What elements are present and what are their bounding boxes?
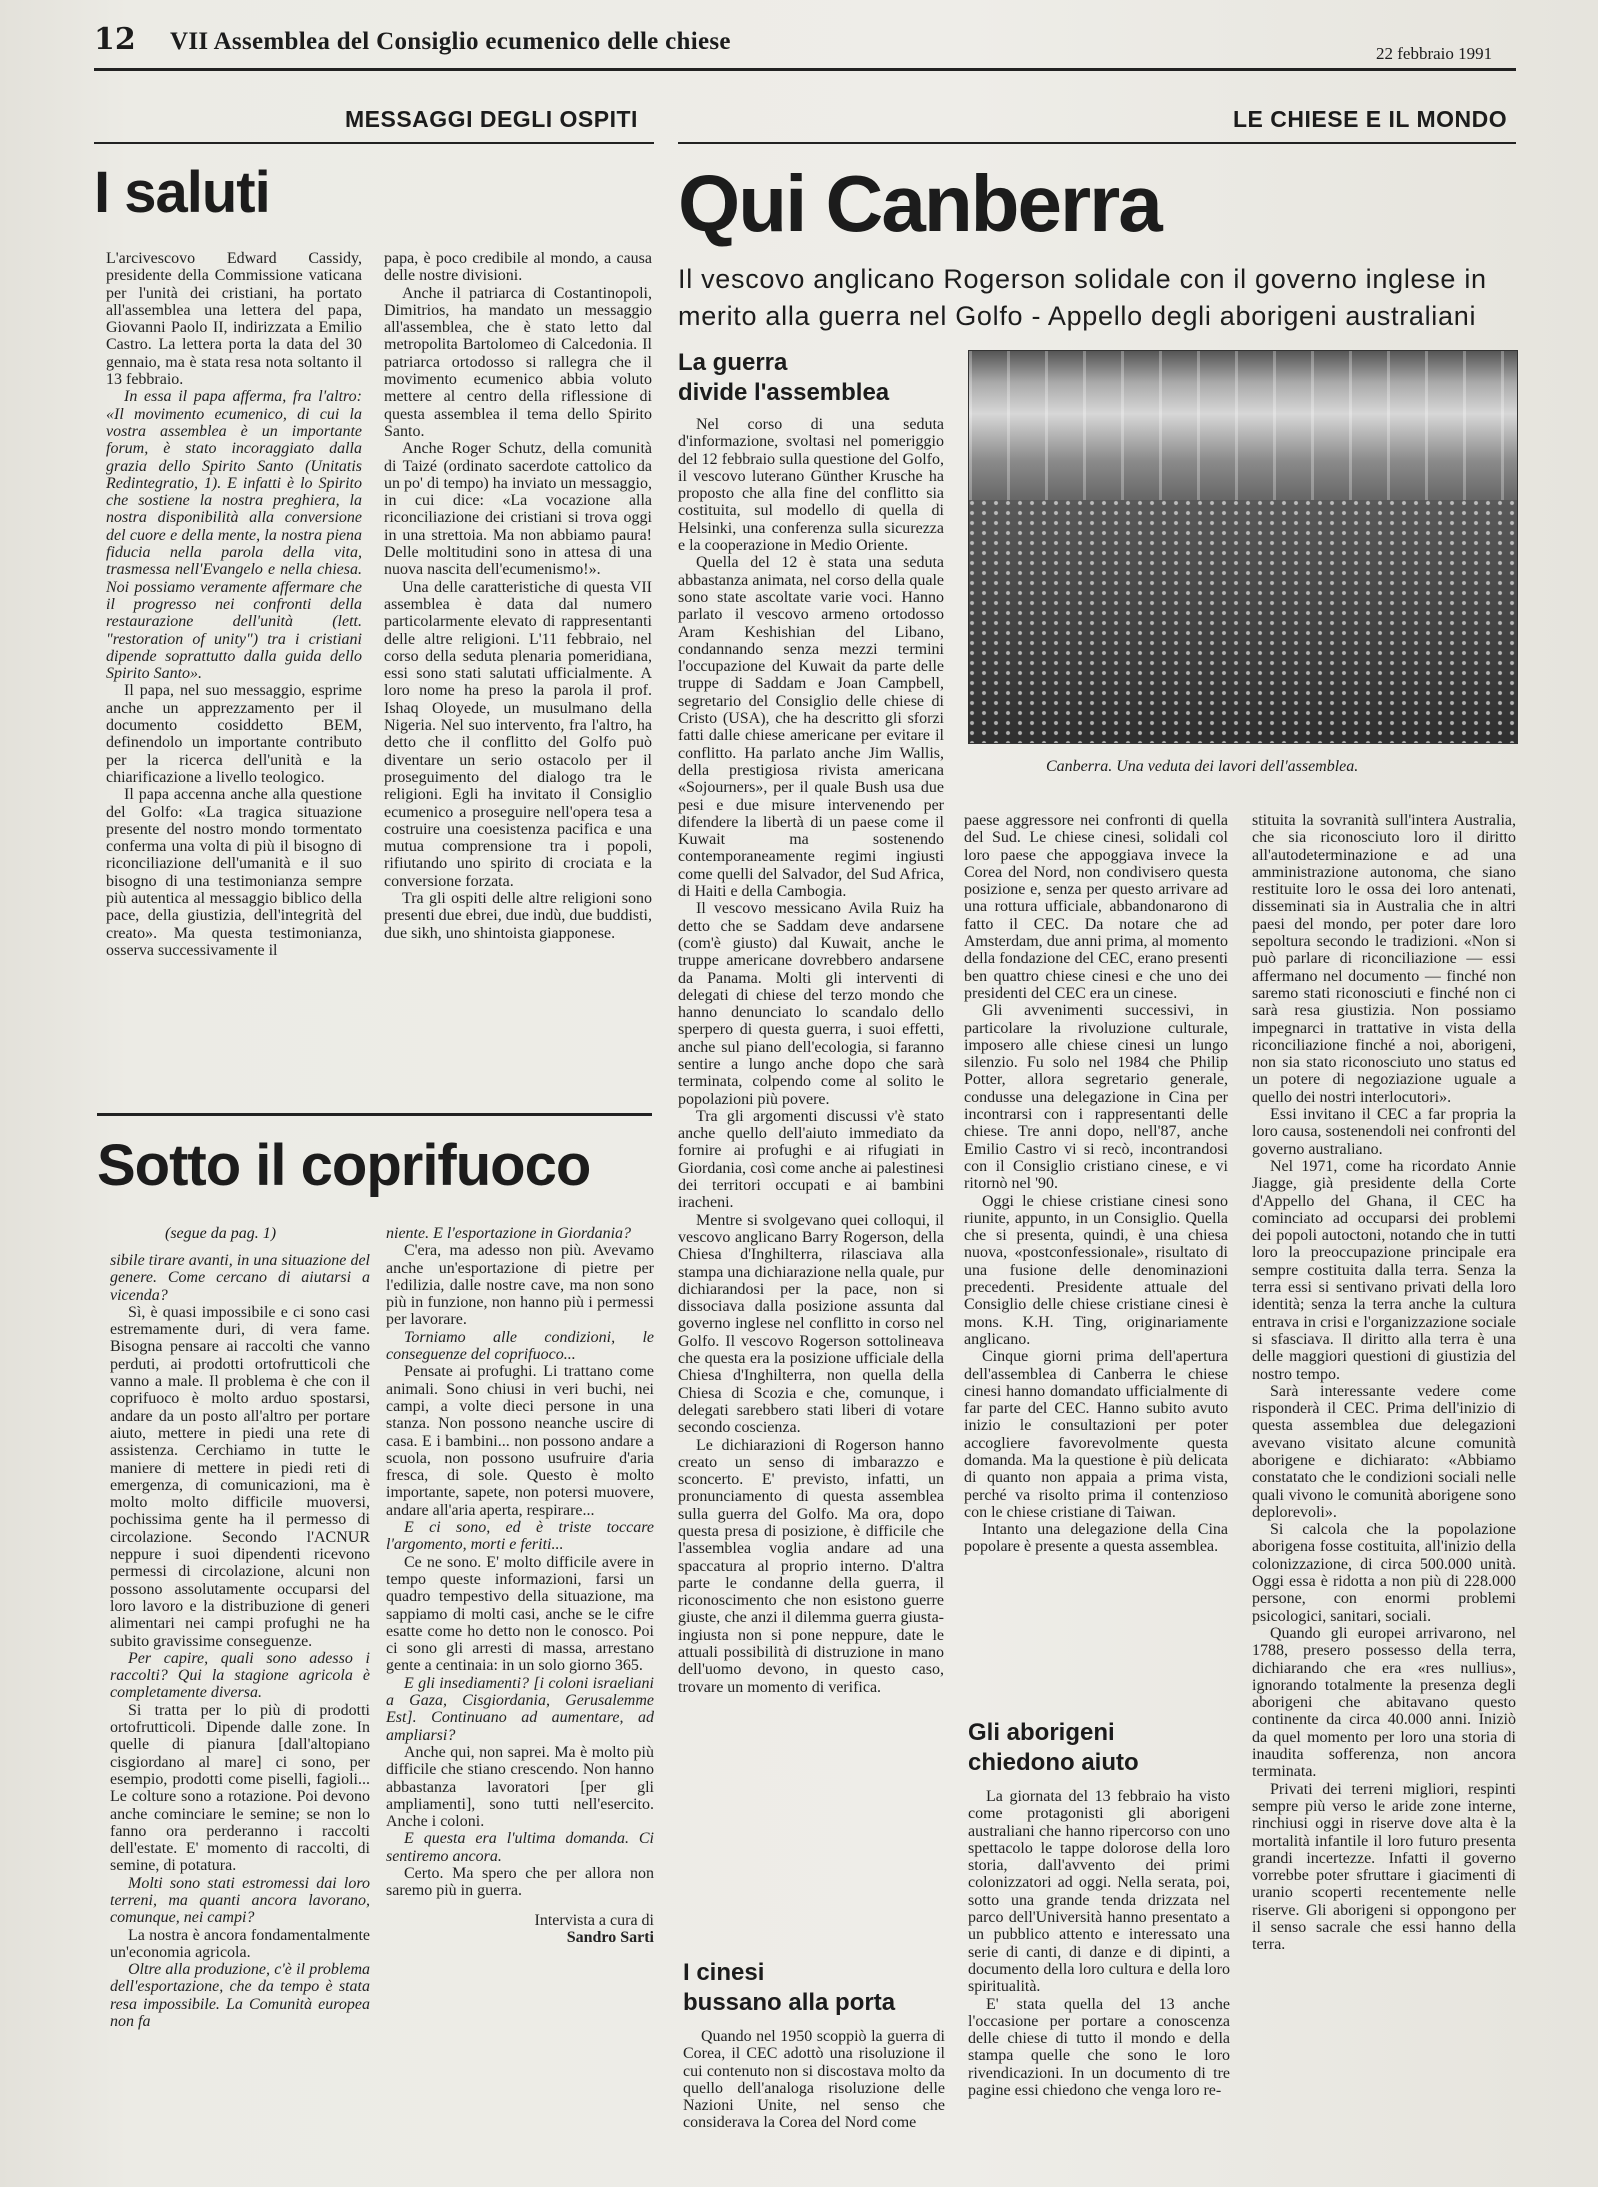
paragraph: E' stata quella del 13 anche l'occasione per portare a conoscenza delle chiese di tutto il mondo e della stampa quelle che sono le loro rivendicazioni. In un documento di tre pagine essi chiedono che venga loro re-: [968, 1995, 1230, 2100]
paragraph: Una delle caratteristiche di questa VII assemblea è data dal numero particolarmente elevato di rappresentanti delle altre religioni. L'11 febbraio, nel corso della seduta plenaria pomeridiana, essi sono stati salutati ufficialmente. A loro nome ha preso la parola il prof. Ishaq Oloyede, un musulmano della Nigeria. Nel suo intervento, fra l'altro, ha detto che il conflitto del Golfo può diventare un serio ostacolo per il proseguimento del dialogo tra le religioni. Egli ha invitato il Consiglio ecumenico a proseguire nell'opera tesa a costruire una coesistenza pacifica e una mutua comprensione tra i popoli, rifiutando uno spirito di crociata e la conversione forzata.: [384, 578, 652, 890]
subhead-guerra-2: divide l'assemblea: [678, 379, 890, 406]
paragraph: In essa il papa afferma, fra l'altro: «Il movimento ecumenico, di cui la vostra assemblea è un importante forum, è stato incoraggiato dalla grazia dello Spirito Santo (Unitatis Redintegratio, 1). E infatti è lo Spirito che sostiene la nostra preghiera, la nostra disponibilità alla conversione del cuore e della mente, la nostra piena fiducia nella parola della vita, trasmessa nell'Evangelo e nella chiesa. Noi possiamo veramente affermare che il progresso nei confronti della restaurazione dell'unità (lett. "restoration of unity") tra i cristiani dipende soprattutto dalla guida dello Spirito Santo».: [106, 388, 362, 683]
answer: Pensate ai profughi. Li trattano come animali. Sono chiusi in veri buchi, nei campi, a volte dieci persone in una stanza. Non possono neanche uscire di casa. E i bambini... non possono andare a scuola, non possono usufruire d'aria fresca, di sole. Questo è molto importante, sapete, non potersi muovere, andare all'aria aperta, respirare...: [386, 1363, 654, 1519]
question: Per capire, quali sono adesso i raccolti? Qui la stagione agricola è completamente diversa.: [110, 1649, 370, 1702]
subhead-cinesi-1: I cinesi: [683, 1959, 765, 1986]
paragraph: Quando nel 1950 scoppiò la guerra di Corea, il CEC adottò una risoluzione il cui contenuto non si discostava molto da quello dell'analoga risoluzione delle Nazioni Unite, nel senso che considerava la Corea del Nord come: [683, 2028, 945, 2132]
answer: C'era, ma adesso non più. Avevamo anche un'esportazione di pietre per l'edilizia, dalle nostre cave, ma non sono più in funzione, non hanno più i permessi per lavorare.: [386, 1242, 654, 1329]
paragraph: papa, è poco credibile al mondo, a causa delle nostre divisioni.: [384, 250, 652, 285]
paragraph: Tra gli ospiti delle altre religioni sono presenti due ebrei, due indù, due buddisti, due sikh, uno shintoista giapponese.: [384, 889, 652, 942]
headline-coprifuoco: Sotto il coprifuoco: [97, 1133, 591, 1198]
section-label-right: LE CHIESE E IL MONDO: [1233, 106, 1508, 132]
photo-caption: Canberra. Una veduta dei lavori dell'assemblea.: [1046, 758, 1359, 775]
paragraph: La giornata del 13 febbraio ha visto come protagonisti gli aborigeni australiani che hanno ripercorso con uno spettacolo le tappe dolorose della loro storia, dall'avvento dei primi colonizzatori ad oggi. Nella serata, poi, sotto una grande tenda drizzata nel parco dell'Università hanno presentato a un pubblico attento e interessato una serie di canti, di danze e di dipinti, a documento della loro cultura e della loro spiritualità.: [968, 1788, 1230, 1996]
question: sibile tirare avanti, in una situazione del genere. Come cercano di aiutarsi a vicenda?: [110, 1252, 370, 1304]
question: Molti sono stati estromessi dai loro terreni, ma quanti ancora lavorano, comunque, nei campi?: [110, 1874, 370, 1927]
deck-line-1: Il vescovo anglicano Rogerson solidale con il governo inglese in: [678, 264, 1487, 294]
page-header-title: VII Assemblea del Consiglio ecumenico delle chiese: [170, 28, 731, 55]
answer: Si tratta per lo più di prodotti ortofrutticoli. Dipende dalle zone. In quelle di pianura [dall'altopiano cisgiordano al mare] ci sono, per esempio, prodotti come piselli, fagioli... Le colture sono a rotazione. Poi devono anche cominciare le semine; se non lo fanno ora perderanno i raccolti dell'estate. E' momento di raccolti, di semine, di potatura.: [110, 1701, 370, 1875]
issue-date: 22 febbraio 1991: [1376, 44, 1493, 63]
paragraph: Essi invitano il CEC a far propria la loro causa, sostenendoli nei confronti del governo australiano.: [1252, 1106, 1516, 1158]
paragraph: stituita la sovranità sull'intera Australia, che sia riconosciuto loro il diritto all'autodeterminazione e ad una amministrazione autonoma, che siano restituite loro le ossa dei loro antenati, disseminati sia in Australia che in altri paesi del mondo, per poter dare loro sepoltura secondo le tradizioni. «Non si può parlare di riconciliazione — essi affermano nel documento — finché non saremo stati riconosciuti e finché non ci sarà resa giustizia. Non possiamo impegnarci in trattative in vista della riconciliazione finché a noi, aborigeni, non sia stato riconosciuto uno status ed un potere di negoziazione uguale a quello dei nostri interlocutori».: [1252, 812, 1516, 1106]
paragraph: Il papa, nel suo messaggio, esprime anche un apprezzamento per il documento cosiddetto BEM, definendolo un importante contributo per la ricerca dell'unità e la chiarificazione a livello teologico.: [106, 682, 362, 786]
paragraph: Oggi le chiese cristiane cinesi sono riunite, appunto, in un Consiglio. Quella che si presenta, quindi, è una chiesa nuova, «postconfessionale», risultato di una fusione delle denominazioni precedenti. Presidente attuale del Consiglio delle chiese cristiane cinesi è mons. K.H. Ting, originariamente anglicano.: [964, 1192, 1228, 1348]
paragraph: Nel corso di una seduta d'informazione, svoltasi nel pomeriggio del 12 febbraio sulla questione del Golfo, il vescovo luterano Günther Krusche ha proposto che alla fine del conflitto sia costituita, sul modello di quella di Helsinki, una conferenza sulla sicurezza e la cooperazione in Medio Oriente.: [678, 416, 944, 555]
page-number: 12: [94, 22, 136, 57]
paragraph: Privati dei terreni migliori, respinti sempre più verso le aride zone interne, rinchiusi oggi in riserve dove alta è la mortalità infantile il loro futuro presenta grandi incertezze. Infatti il governo vorrebbe poter sfruttare i giacimenti di uranio scoperti recentemente nelle riserve. Gli aborigeni si oppongono per il senso sacrale che essi hanno della terra.: [1252, 1780, 1516, 1954]
paragraph: Il papa accenna anche alla questione del Golfo: «La tragica situazione presente del nostro mondo tormentato conferma una volta di più il bisogno di riconciliazione dell'umanità e il suo bisogno di una testimonianza sempre più autentica al messaggio biblico della pace, della giustizia, dell'integrità del creato». Ma questa testimonianza, osserva successivamente il: [106, 786, 362, 959]
continued-note: (segue da pag. 1): [165, 1225, 277, 1242]
subhead-aborigeni-1: Gli aborigeni: [968, 1719, 1115, 1746]
deck-line-2: merito alla guerra nel Golfo - Appello degli aborigeni australiani: [678, 301, 1477, 331]
interview-column-1: [110, 1252, 370, 2030]
paragraph: Cinque giorni prima dell'apertura dell'assemblea di Canberra le chiese cinesi hanno domandato ufficialmente di far parte del CEC. Hanno subito avuto inizio le consultazioni per poter accogliere favorevolmente questa domanda. Ma la questione è più delicata di quanto non appaia a prima vista, perché va risolto prima il contenzioso con le chiese cristiane di Taiwan.: [964, 1348, 1228, 1521]
paragraph: paese aggressore nei confronti di quella del Sud. Le chiese cinesi, solidali col loro paese che appoggiava invece la Corea del Nord, non condivisero questa posizione e, senza per questo arrivare ad una rottura ufficiale, abbandonarono di fatto il CEC. Da notare che ad Amsterdam, due anni prima, al momento della fondazione del CEC, erano presenti ben quattro chiese cinesi e che uno dei presidenti del CEC era un cinese.: [964, 812, 1228, 1002]
article-divider: [97, 1113, 652, 1116]
canberra-column-3: [1252, 812, 1516, 1954]
subhead-aborigeni-2: chiedono aiuto: [968, 1749, 1139, 1776]
paragraph: Sarà interessante vedere come risponderà il CEC. Prima dell'inizio di questa assemblea due delegazioni avevano visitato alcune comunità aborigene e dichiarato: «Abbiamo constatato che le condizioni sociali nelle quali vivono le comunità aborigene sono deplorevoli».: [1252, 1382, 1516, 1521]
byline-label: Intervista a cura di: [534, 1911, 654, 1929]
answer: Certo. Ma spero che per allora non saremo più in guerra.: [386, 1864, 654, 1900]
answer: Sì, è quasi impossibile e ci sono casi estremamente duri, di vera fame. Bisogna pensare ai raccolti che vanno perduti, ai prodotti ortofrutticoli che vanno a male. Il problema è che con il coprifuoco è molto arduo spostarsi, andare da un posto all'altro per portare aiuto, mettere in piedi una rete di assistenza. Cerchiamo in tutte le maniere di mettere in piedi reti di emergenza, di comunicazioni, ma è molto molto difficile muoversi, pochissima gente ha il permesso di circolazione. Secondo l'ACNUR neppure i suoi dipendenti ricevono permessi di circolazione, alcuni non possono assolutamente occuparsi del loro lavoro e la distribuzione di generi alimentari nei campi profughi ne ha subito gravissime conseguenze.: [110, 1303, 370, 1650]
paragraph: Quella del 12 è stata una seduta abbastanza animata, nel corso della quale sono state ascoltate varie voci. Hanno parlato il vescovo armeno ortodosso Aram Keshishian del Libano, condannando senza mezzi termini l'occupazione del Kuwait da parte delle truppe di Saddam e Joan Campbell, segretario del Consiglio delle chiese di Cristo (USA), che ha descritto gli sforzi fatti dalle chiese americane per evitare il conflitto. Ha parlato anche Jim Wallis, della prestigiosa rivista americana «Sojourners», per il quale Bush usa due pesi e due misure intervenendo per difendere la libertà di un paese come il Kuwait ma sostenendo contemporaneamente regimi ingiusti come quelli del Salvador, del Sud Africa, di Haiti e della Cambogia.: [678, 554, 944, 901]
paragraph: Anche il patriarca di Costantinopoli, Dimitrios, ha mandato un messaggio all'assemblea, che è stato letto dal metropolita Bartolomeo di Calcedonia. Il patriarca ortodosso si rallegra che il movimento ecumenico abbia voluto mettere al centro della riflessione di questa assemblea il tema dello Spirito Santo.: [384, 284, 652, 440]
paragraph: Si calcola che la popolazione aborigena fosse costituita, all'inizio della colonizzazione, di circa 500.000 unità. Oggi essa è ridotta a non più di 228.000 persone, con enormi problemi psicologici, sanitari, sociali.: [1252, 1521, 1516, 1625]
question: E questa era l'ultima domanda. Ci sentiremo ancora.: [386, 1830, 654, 1865]
paragraph: Nel 1971, come ha ricordato Annie Jiagge, già presidente della Corte d'Appello del Ghana, il CEC ha cominciato ad occuparsi dei problemi dei popoli autoctoni, notando che in tutti loro la preoccupazione principale era sempre costituita dalla terra. Senza la terra essi si sentivano privati della loro identità; senza la terra anche la cultura entrava in crisi e l'organizzazione sociale si sfasciava. Il diritto alla terra è una delle maggiori questioni di giustizia del nostro tempo.: [1252, 1157, 1516, 1383]
paragraph: Gli avvenimenti successivi, in particolare la rivoluzione culturale, imposero alle chiese cinesi un lungo silenzio. Fu solo nel 1984 che Philip Potter, allora segretario generale, condusse una delegazione in Cina per incontrarsi con i rappresentanti delle chiese. Tre anni dopo, nell'87, anche Emilio Castro vi si recò, incontrandosi con il Consiglio cristiano cinese, e vi ritornò nel '90.: [964, 1002, 1228, 1193]
question: niente. E l'esportazione in Giordania?: [386, 1225, 632, 1242]
headline-saluti: I saluti: [94, 160, 270, 225]
question: E gli insediamenti? [i coloni israeliani a Gaza, Cisgiordania, Gerusalemme Est]. Continuano ad aumentare, ad ampliarsi?: [386, 1674, 654, 1744]
saluti-column-2: [384, 250, 652, 942]
aborigeni-column: [968, 1788, 1230, 2099]
paragraph: Quando gli europei arrivarono, nel 1788, presero possesso della terra, dichiarando che era «res nullius», ignorando totalmente la presenza degli aborigeni che abitavano questo continente da circa 40.000 anni. Iniziò da quel momento per loro una storia di inaudita sofferenza, non ancora terminata.: [1252, 1624, 1516, 1781]
photo-crowd: [969, 500, 1517, 743]
paragraph: Intanto una delegazione della Cina popolare è presente a questa assemblea.: [964, 1521, 1228, 1556]
paragraph: Le dichiarazioni di Rogerson hanno creato un senso di imbarazzo e sconcerto. E' previsto, infatti, un pronunciamento di questa assemblea sulla guerra del Golfo. Ma ora, dopo questa presa di posizione, è difficile che l'assemblea voglia andare ad una spaccatura al proprio interno. D'altra parte le condanne della guerra, il riconoscimento che non esistono guerre giuste, che anzi il dilemma guerra giusta-ingiusta non si pone neppure, date le attuali possibilità di distruzione in mano dell'uomo devono, in questo caso, trovare un momento di verifica.: [678, 1436, 944, 1696]
question: Oltre alla produzione, c'è il problema dell'esportazione, che da tempo è stata resa impossibile. La Comunità europea non fa: [110, 1961, 370, 2031]
answer: Ce ne sono. E' molto difficile avere in tempo queste informazioni, farsi un quadro tempestivo della situazione, ma sappiamo di molti casi, anche se le cifre esatte come ho detto non le conosco. Poi ci sono gli arresti di massa, arrestano gente a centinaia: in un solo giorno 365.: [386, 1553, 654, 1675]
section-rule-left: [94, 142, 654, 144]
cinesi-column: [683, 2028, 945, 2132]
canberra-column-2: [964, 812, 1228, 1556]
section-label-left: MESSAGGI DEGLI OSPITI: [345, 106, 638, 132]
byline-author: Sandro Sarti: [566, 1928, 654, 1946]
header-rule: [94, 68, 1516, 71]
paragraph: Mentre si svolgevano quei colloqui, il vescovo anglicano Barry Rogerson, della Chiesa d'Inghilterra, rilasciava alla stampa una dichiarazione nella quale, pur dichiarandosi per la pace, non si dissociava dalla posizione assunta dal governo inglese nel conflitto in corso nel Golfo. Il vescovo Rogerson sottolineava che questa era la posizione ufficiale della Chiesa d'Inghilterra, non quella della Chiesa di Scozia e che, comunque, i delegati sarebbero stati liberi di votare secondo coscienza.: [678, 1211, 944, 1437]
canberra-column-1: [678, 416, 944, 1696]
headline-canberra: Qui Canberra: [678, 159, 1161, 248]
assembly-photo: [968, 350, 1518, 744]
answer: La nostra è ancora fondamentalmente un'economia agricola.: [110, 1926, 370, 1961]
paragraph: Tra gli argomenti discussi v'è stato anche quello dell'aiuto immediato da fornire ai profughi e ai rifugiati in Giordania, così come anche ai palestinesi dei territori occupati e ai bambini iracheni.: [678, 1107, 944, 1212]
question: E ci sono, ed è triste toccare l'argomento, morti e feriti...: [386, 1519, 654, 1554]
section-rule-right: [678, 142, 1516, 144]
saluti-column-1: [106, 250, 362, 959]
subhead-cinesi-2: bussano alla porta: [683, 1989, 896, 2016]
paragraph: L'arcivescovo Edward Cassidy, presidente della Commissione vaticana per l'unità dei cristiani, ha portato all'assemblea una lettera del papa, Giovanni Paolo II, indirizzata a Emilio Castro. La lettera porta la data del 30 gennaio, ma è stata resa nota soltanto il 13 febbraio.: [106, 250, 362, 389]
interview-column-2: [386, 1225, 654, 1946]
answer: Anche qui, non saprei. Ma è molto più difficile che stiano crescendo. Non hanno abbastanza lavoratori [per gli ampliamenti], sono tutti nell'esercito. Anche i coloni.: [386, 1743, 654, 1831]
question: Torniamo alle condizioni, le conseguenze del coprifuoco...: [386, 1328, 654, 1364]
subhead-guerra-1: La guerra: [678, 349, 788, 376]
paragraph: Anche Roger Schutz, della comunità di Taizé (ordinato sacerdote cattolico da un po' di tempo) ha inviato un messaggio, in cui dice: «La vocazione alla riconciliazione dei cristiani si trova oggi in una strettoia. Ma non abbiamo paura! Delle moltitudini sono in attesa di una nuova nascita dell'ecumenismo!».: [384, 440, 652, 579]
paragraph: Il vescovo messicano Avila Ruiz ha detto che se Saddam deve andarsene (com'è giusto) dal Kuwait, anche le truppe americane dovrebbero andarsene da Panama. Molti gli interventi di delegati di chiese del terzo mondo che hanno denunciato lo scandalo dello sperpero di questa guerra, i suoi effetti, anche sul piano dell'ecologia, si faranno sentire a lungo anche dopo che sarà terminata, colpendo come al solito le popolazioni più povere.: [678, 900, 944, 1108]
